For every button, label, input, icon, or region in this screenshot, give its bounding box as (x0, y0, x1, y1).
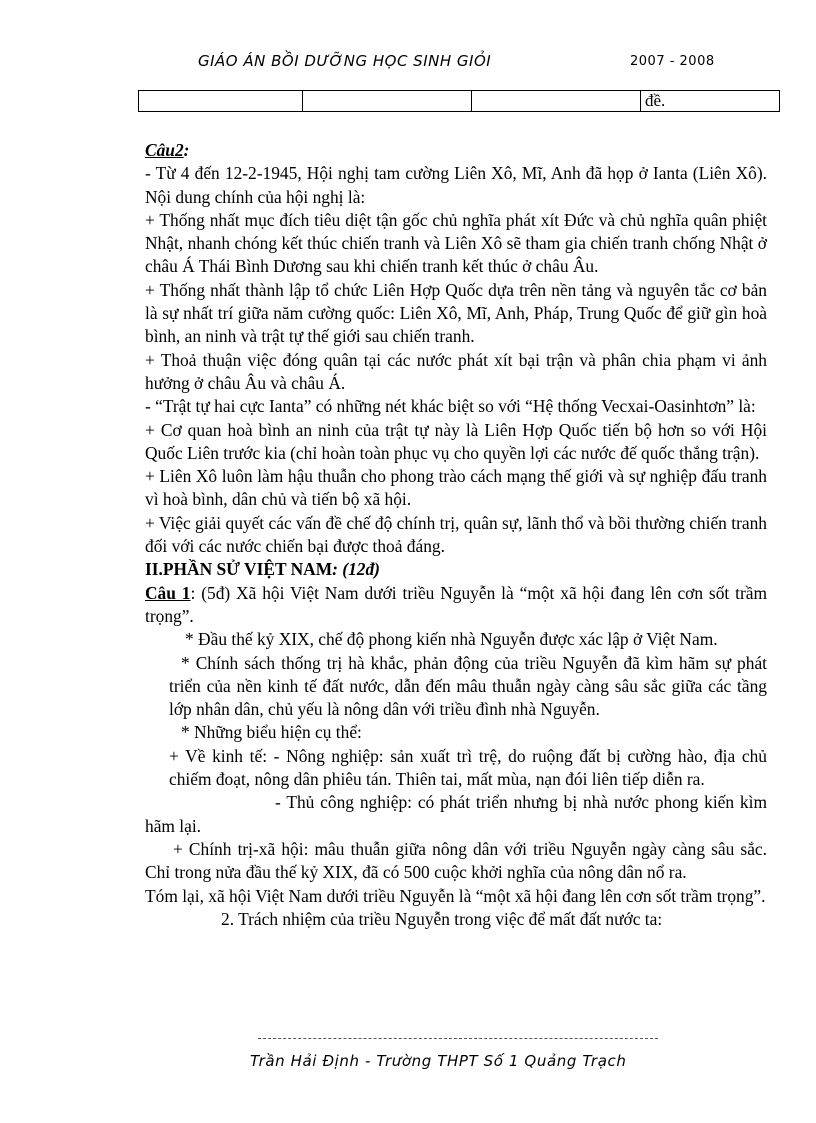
paragraph: - “Trật tự hai cực Ianta” có những nét khác biệt so với “Hệ thống Vecxai-Oasinhtơn” là: (145, 396, 756, 417)
header-title: GIÁO ÁN BỒI DƯỠNG HỌC SINH GIỎI (198, 52, 492, 70)
page-header (198, 52, 728, 76)
list-item: * Đầu thế kỷ XIX, chế độ phong kiến nhà Nguyễn được xác lập ở Việt Nam. (185, 629, 718, 650)
list-item: + Về kinh tế: - Nông nghiệp: sản xuất trì trệ, do ruộng đất bị cường hào, địa chủ chiếm đoạt, nông dân phiêu tán. Thiên tai, mất mùa, nạn đói liên tiếp diễn ra. (169, 745, 767, 790)
table-fragment (138, 90, 780, 112)
header-year: 2007 - 2008 (630, 54, 715, 69)
paragraph: + Thống nhất mục đích tiêu diệt tận gốc chủ nghĩa phát xít Đức và chủ nghĩa quân phiệt Nhật, nhanh chóng kết thúc chiến tranh và Liên Xô sẽ tham gia chiến tranh chống Nhật ở châu Á Thái Bình Dương sau khi chiến tranh kết thúc ở châu Âu. (145, 209, 767, 277)
politics-item: + Chính trị-xã hội: mâu thuẫn giữa nông dân với triều Nguyễn ngày càng sâu sắc. Chỉ trong nửa đầu thế kỷ XIX, đã có 500 cuộc khởi nghĩa của nông dân nổ ra. (145, 838, 767, 883)
cau2-heading: Câu2 (145, 140, 184, 160)
paragraph: + Thoả thuận việc đóng quân tại các nước phát xít bại trận và phân chia phạm vi ảnh hưởng ở châu Âu và châu Á. (145, 349, 767, 393)
section-title: II.PHẦN SỬ VIỆT NAM: (12đ) (145, 559, 380, 580)
summary: Tóm lại, xã hội Việt Nam dưới triều Nguyễn là “một xã hội đang lên cơn sốt trầm trọng”. (145, 885, 766, 906)
paragraph: - Từ 4 đến 12-2-1945, Hội nghị tam cường Liên Xô, Mĩ, Anh đã họp ở Ianta (Liên Xô). Nội dung chính của hội nghị là: (145, 163, 767, 207)
document-body: Câu2: - Từ 4 đến 12-2-1945, Hội nghị tam cường Liên Xô, Mĩ, Anh đã họp ở Ianta (Liên Xô). Nội dung chính của hội nghị là: + Thống nhất mục đích tiêu diệt tận gốc chủ nghĩa phát xít Đức và chủ nghĩa quân phiệt Nhật, nhanh chóng kết thúc chiến tranh và Liên Xô sẽ tham gia chiến tranh chống Nhật ở châu Á Thái Bình Dương sau khi chiến tranh kết thúc ở châu Âu. + Thống nhất thành lập tổ chức Liên Hợp Quốc dựa trên nền tảng và nguyên tắc cơ bản là sự nhất trí giữa năm cường quốc: Liên Xô, Mĩ, Anh, Pháp, Trung Quốc để giữ gìn hoà bình, an ninh và trật tự thế giới sau chiến tranh. + Thoả thuận việc đóng quân tại các nước phát xít bại trận và phân chia phạm vi ảnh hưởng ở châu Âu và châu Á. - “Trật tự hai cực Ianta” có những nét khác biệt so với “Hệ thống Vecxai-Oasinhtơn” là: + Cơ quan hoà bình an ninh của trật tự này là Liên Hợp Quốc tiến bộ hơn so với Hội Quốc Liên trước kia (chỉ hoàn toàn phục vụ cho quyền lợi các nước đế quốc thắng trận). + Liên Xô luôn làm hậu thuẫn cho phong trào cách mạng thế giới và sự nghiệp đấu tranh vì hoà bình, dân chủ và tiến bộ xã hội. + Việc giải quyết các vấn đề chế độ chính trị, quân sự, lãnh thổ và bồi thường chiến tranh đối với các nước chiến bại được thoả đáng. II.PHẦN SỬ VIỆT NAM: (12đ) Câu 1: (5đ) Xã hội Việt Nam dưới triều Nguyễn là “một xã hội đang lên cơn sốt trầm trọng”. * Đầu thế kỷ XIX, chế độ phong kiến nhà Nguyễn được xác lập ở Việt Nam. * Chính sách thống trị hà khắc, phản động của triều Nguyễn đã kìm hãm sự phát triển của nền kinh tế đất nước, dẫn đến mâu thuẫn ngày càng sâu sắc giữa các tầng lớp nhân dân, chủ yếu là nông dân với triều đình nhà Nguyễn. * Những biểu hiện cụ thể: + Về kinh tế: - Nông nghiệp: sản xuất trì trệ, do ruộng đất bị cường hào, địa chủ chiếm đoạt, nông dân phiêu tán. Thiên tai, mất mùa, nạn đói liên tiếp diễn ra. - Thủ công nghiệp: có phát triển nhưng bị nhà nước phong kiến kìm hãm lại. + Chính trị-xã hội: mâu thuẫn giữa nông dân với triều Nguyễn ngày càng sâu sắc. Chỉ trong nửa đầu thế kỷ XIX, đã có 500 cuộc khởi nghĩa của nông dân nổ ra. Tóm lại, xã hội Việt Nam dưới triều Nguyễn là “một xã hội đang lên cơn sốt trầm trọng”. 2. Trách nhiệm của triều Nguyễn trong việc để mất đất nước ta: (145, 139, 767, 931)
paragraph: + Thống nhất thành lập tổ chức Liên Hợp Quốc dựa trên nền tảng và nguyên tắc cơ bản là sự nhất trí giữa năm cường quốc: Liên Xô, Mĩ, Anh, Pháp, Trung Quốc để giữ gìn hoà bình, an ninh và trật tự thế giới sau chiến tranh. (145, 279, 767, 347)
page-footer: Trần Hải Định - Trường THPT Số 1 Quảng Trạch (250, 1052, 627, 1070)
footer-divider (258, 1038, 658, 1039)
table-cell: đề. (641, 91, 780, 112)
table-row (139, 91, 780, 112)
cau1-intro: Câu 1: (5đ) Xã hội Việt Nam dưới triều Nguyễn là “một xã hội đang lên cơn sốt trầm trọng”. (145, 582, 767, 626)
paragraph: + Liên Xô luôn làm hậu thuẫn cho phong trào cách mạng thế giới và sự nghiệp đấu tranh vì hoà bình, dân chủ và tiến bộ xã hội. (145, 466, 767, 510)
list-item: * Chính sách thống trị hà khắc, phản động của triều Nguyễn đã kìm hãm sự phát triển của nền kinh tế đất nước, dẫn đến mâu thuẫn ngày càng sâu sắc giữa các tầng lớp nhân dân, chủ yếu là nông dân với triều đình nhà Nguyễn. (169, 652, 767, 720)
point-2: 2. Trách nhiệm của triều Nguyễn trong việc để mất đất nước ta: (221, 908, 663, 929)
craft-item: - Thủ công nghiệp: có phát triển nhưng bị nhà nước phong kiến kìm hãm lại. (145, 792, 767, 836)
paragraph: + Việc giải quyết các vấn đề chế độ chính trị, quân sự, lãnh thổ và bồi thường chiến tranh đối với các nước chiến bại được thoả đáng. (145, 512, 767, 557)
cau1-label: Câu 1 (145, 582, 191, 603)
list-item: * Những biểu hiện cụ thể: (181, 722, 362, 743)
table-cell (472, 91, 641, 112)
paragraph: + Cơ quan hoà bình an ninh của trật tự này là Liên Hợp Quốc tiến bộ hơn so với Hội Quốc Liên trước kia (chỉ hoàn toàn phục vụ cho quyền lợi các nước đế quốc thắng trận). (145, 419, 767, 463)
table-cell (303, 91, 472, 112)
table-cell (139, 91, 303, 112)
